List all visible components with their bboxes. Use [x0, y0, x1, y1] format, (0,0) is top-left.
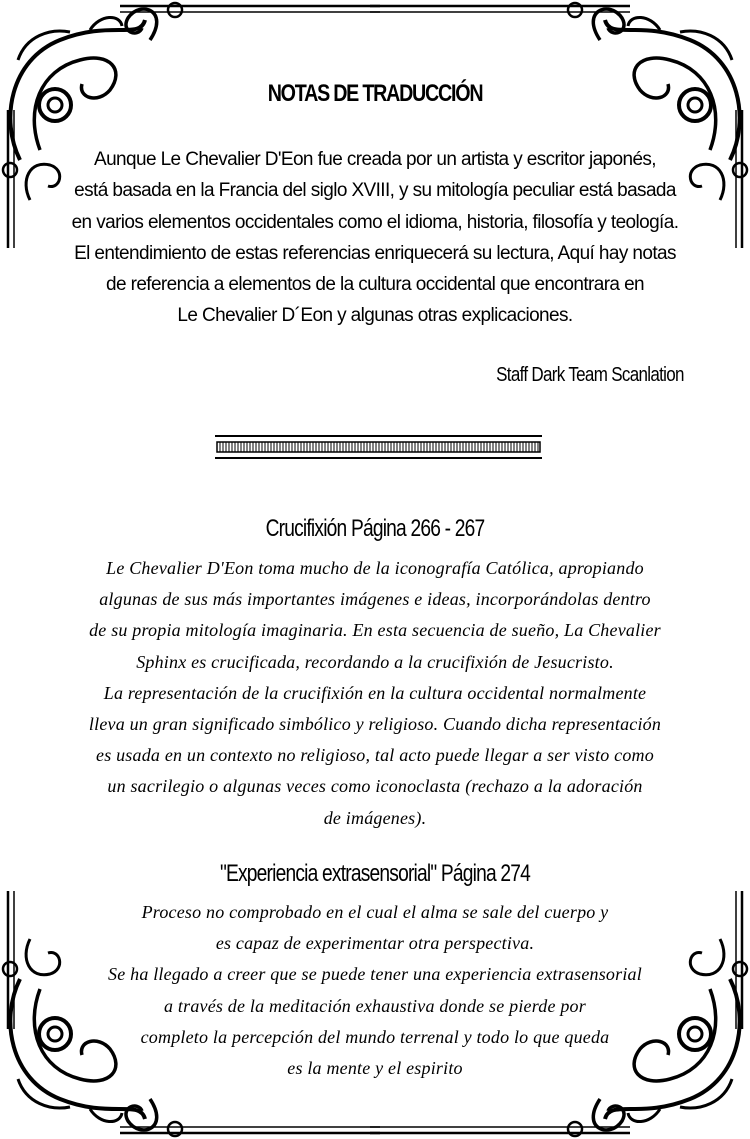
intro-line: está basada en la Francia del siglo XVIII, y su mitología peculiar está basada: [74, 180, 676, 202]
body-line: es la mente y el espirito: [287, 1058, 463, 1079]
divider-ornament: [215, 434, 542, 460]
body-line: algunas de sus más importantes imágenes e ideas, incorporándolas dentro: [99, 589, 651, 610]
intro-line: de referencia a elementos de la cultura occidental que encontrara en: [105, 274, 644, 296]
page-title: NOTAS DE TRADUCCIÓN: [267, 80, 483, 107]
body-line: de imágenes).: [323, 807, 427, 828]
body-line: Se ha llegado a creer que se puede tener una experiencia extrasensorial: [108, 964, 642, 985]
body-line: es usada en un contexto no religioso, tal acto puede llegar a ser visto como: [96, 745, 654, 766]
intro-line: Aunque Le Chevalier D'Eon fue creada por un artista y escritor japonés,: [94, 149, 656, 170]
intro-line: El entendimiento de estas referencias enriquecerá su lectura, Aquí hay notas: [74, 242, 676, 264]
body-line: Sphinx es crucificada, recordando a la crucifixión de Jesucristo.: [136, 651, 614, 672]
section-body-crucifixion: [40, 553, 710, 834]
body-line: La representación de la crucifixión en la cultura occidental normalmente: [103, 682, 647, 703]
intro-line: Le Chevalier D´Eon y algunas otras explicaciones.: [177, 305, 573, 327]
section-heading-extrasensory: "Experiencia extrasensorial" Página 274: [219, 860, 531, 887]
body-line: completo la percepción del mundo terrenal y todo lo que queda: [140, 1026, 610, 1047]
body-line: es capaz de experimentar otra perspectiva.: [215, 933, 535, 954]
body-line: un sacrilegio o algunas veces como iconoclasta (rechazo a la adoración: [107, 776, 643, 797]
intro-paragraph: [40, 144, 710, 332]
body-line: Le Chevalier D'Eon toma mucho de la iconografía Católica, apropiando: [106, 558, 644, 578]
body-line: a través de la meditación exhaustiva donde se pierde por: [164, 995, 586, 1016]
section-heading-crucifixion: Crucifixión Página 266 - 267: [265, 515, 485, 542]
signature: Staff Dark Team Scanlation: [496, 364, 684, 386]
body-line: Proceso no comprobado en el cual el alma se sale del cuerpo y: [141, 902, 609, 922]
body-line: de su propia mitología imaginaria. En esta secuencia de sueño, La Chevalier: [89, 620, 661, 641]
section-body-extrasensory: [40, 897, 710, 1084]
intro-line: en varios elementos occidentales como el idioma, historia, filosofía y teología.: [71, 211, 679, 233]
body-line: lleva un gran significado simbólico y religioso. Cuando dicha representación: [88, 714, 662, 735]
